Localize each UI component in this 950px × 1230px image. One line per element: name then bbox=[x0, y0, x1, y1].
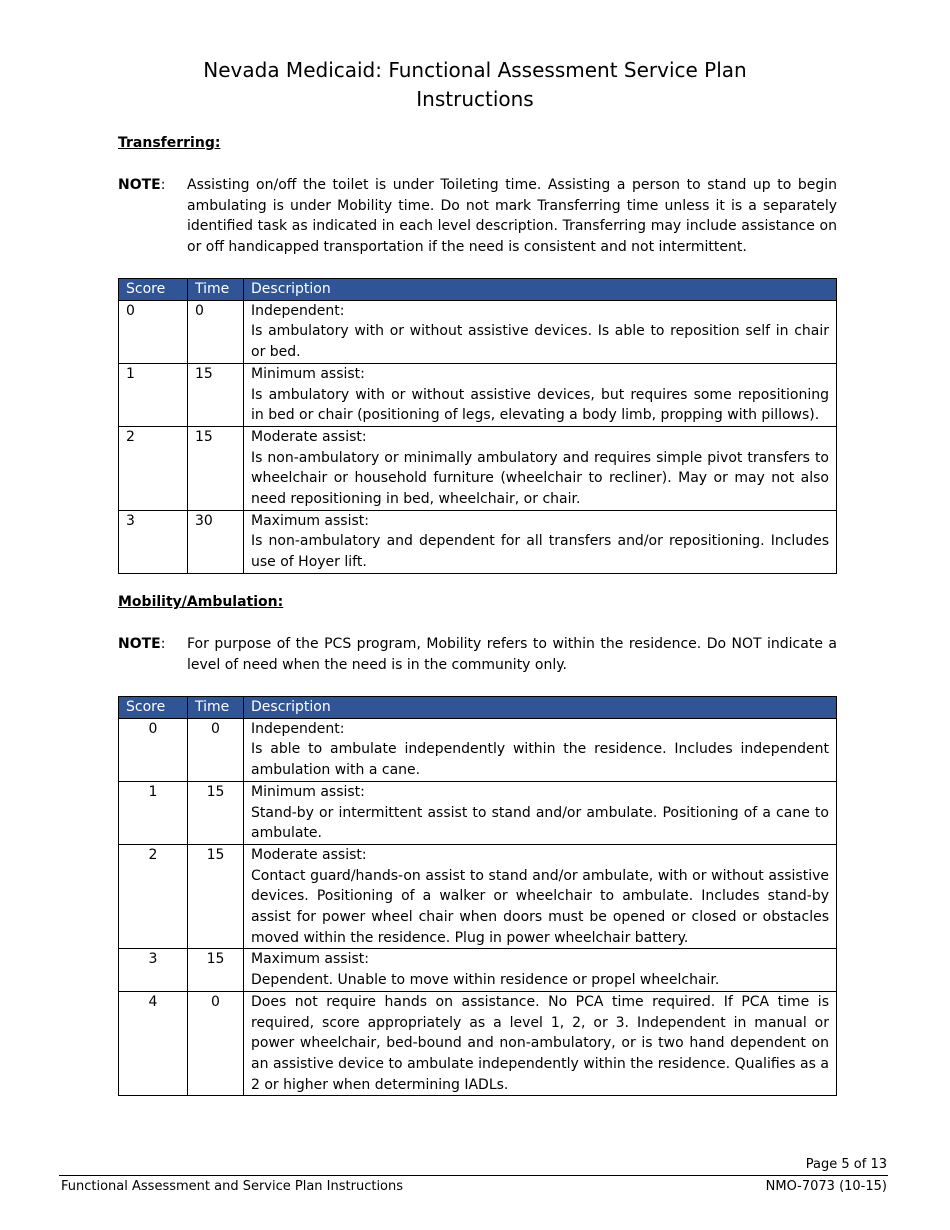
time-cell: 15 bbox=[188, 426, 244, 510]
column-header-time: Time bbox=[188, 697, 244, 719]
time-cell: 30 bbox=[188, 510, 244, 573]
description-title: Independent: bbox=[251, 720, 345, 737]
time-cell: 15 bbox=[188, 781, 244, 844]
description-body: Is able to ambulate independently within the residence. Includes independent ambulation with a cane. bbox=[251, 741, 829, 779]
transferring-heading: Transferring: bbox=[118, 135, 221, 151]
table-row bbox=[119, 510, 837, 573]
time-cell: 15 bbox=[188, 363, 244, 426]
score-cell: 4 bbox=[119, 991, 188, 1096]
transferring-note-text: Assisting on/off the toilet is under Toileting time. Assisting a person to stand up to begin ambulating is under Mobility time. Do not mark Transferring time unless it is a separately identified task as indicated in each level description. Transferring may include assistance on or off handicapped transportation if the need is consistent and not intermittent. bbox=[187, 177, 837, 256]
score-cell: 3 bbox=[119, 510, 188, 573]
description-cell bbox=[244, 426, 837, 510]
description-cell bbox=[244, 510, 837, 573]
note-label: NOTE: bbox=[118, 177, 166, 193]
score-cell: 3 bbox=[119, 949, 188, 991]
table-row bbox=[119, 718, 837, 781]
time-cell: 0 bbox=[188, 300, 244, 363]
description-title: Maximum assist: bbox=[251, 951, 369, 968]
page-number: Page 5 of 13 bbox=[805, 1157, 887, 1172]
description-title: Moderate assist: bbox=[251, 428, 367, 445]
description-body: Is non-ambulatory or minimally ambulatory and requires simple pivot transfers to wheelchair or household furniture (wheelchair to recliner). May or may not also need repositioning in bed, wheelchair, or chair. bbox=[251, 449, 829, 508]
description-title: Moderate assist: bbox=[251, 846, 367, 863]
score-cell: 1 bbox=[119, 363, 188, 426]
page-title bbox=[0, 56, 950, 114]
description-title: Independent: bbox=[251, 302, 345, 319]
footer-divider bbox=[59, 1175, 888, 1176]
description-title: Minimum assist: bbox=[251, 365, 365, 382]
transferring-table bbox=[118, 278, 837, 574]
description-cell bbox=[244, 363, 837, 426]
mobility-note-text: For purpose of the PCS program, Mobility refers to within the residence. Do NOT indicate a level of need when the need is in the community only. bbox=[187, 636, 837, 673]
table-row bbox=[119, 844, 837, 949]
description-body: Is ambulatory with or without assistive devices. Is able to reposition self in chair or bed. bbox=[251, 323, 829, 361]
page-title-line2: Instructions bbox=[416, 87, 534, 111]
time-cell: 0 bbox=[188, 991, 244, 1096]
time-cell: 15 bbox=[188, 844, 244, 949]
column-header-description: Description bbox=[244, 697, 837, 719]
description-body: Stand-by or intermittent assist to stand and/or ambulate. Positioning of a cane to ambulate. bbox=[251, 804, 829, 842]
score-cell: 0 bbox=[119, 718, 188, 781]
footer-document-title: Functional Assessment and Service Plan Instructions bbox=[61, 1179, 404, 1194]
description-body: Does not require hands on assistance. No PCA time required. If PCA time is required, score appropriately as a level 1, 2, or 3. Independent in manual or power wheelchair, bed-bound and non-ambulatory, or is two hand dependent on an assistive device to ambulate independently within the residence. Qualifies as a 2 or higher when determining IADLs. bbox=[251, 993, 829, 1093]
score-cell: 1 bbox=[119, 781, 188, 844]
description-cell bbox=[244, 300, 837, 363]
table-row bbox=[119, 363, 837, 426]
footer-form-number: NMO-7073 (10-15) bbox=[765, 1179, 887, 1194]
table-row bbox=[119, 949, 837, 991]
description-body: Is ambulatory with or without assistive devices, but requires some repositioning in bed or chair (positioning of legs, elevating a body limb, propping with pillows). bbox=[251, 386, 829, 424]
time-cell: 15 bbox=[188, 949, 244, 991]
description-cell bbox=[244, 781, 837, 844]
table-row bbox=[119, 991, 837, 1096]
score-cell: 2 bbox=[119, 426, 188, 510]
page-title-line1: Nevada Medicaid: Functional Assessment Service Plan bbox=[203, 58, 747, 82]
table-header-row bbox=[119, 697, 837, 719]
description-body: Contact guard/hands-on assist to stand and/or ambulate, with or without assistive devices. Positioning of a walker or wheelchair to ambulate. Includes stand-by assist for power wheel chair when doors must be opened or closed or obstacles moved within the residence. Plug in power wheelchair battery. bbox=[251, 867, 829, 946]
table-row bbox=[119, 781, 837, 844]
description-cell bbox=[244, 844, 837, 949]
mobility-heading: Mobility/Ambulation: bbox=[118, 594, 284, 610]
column-header-score: Score bbox=[119, 279, 188, 301]
table-row bbox=[119, 426, 837, 510]
score-cell: 0 bbox=[119, 300, 188, 363]
description-body: Is non-ambulatory and dependent for all transfers and/or repositioning. Includes use of Hoyer lift. bbox=[251, 533, 829, 571]
description-title: Maximum assist: bbox=[251, 512, 369, 529]
column-header-time: Time bbox=[188, 279, 244, 301]
transferring-note bbox=[118, 175, 837, 258]
table-row bbox=[119, 300, 837, 363]
note-label: NOTE: bbox=[118, 636, 166, 652]
description-title: Minimum assist: bbox=[251, 783, 365, 800]
time-cell: 0 bbox=[188, 718, 244, 781]
description-body: Dependent. Unable to move within residence or propel wheelchair. bbox=[251, 972, 720, 989]
table-header-row bbox=[119, 279, 837, 301]
mobility-note bbox=[118, 634, 837, 675]
score-cell: 2 bbox=[119, 844, 188, 949]
description-cell bbox=[244, 991, 837, 1096]
mobility-table bbox=[118, 696, 837, 1096]
description-cell bbox=[244, 718, 837, 781]
description-cell bbox=[244, 949, 837, 991]
column-header-description: Description bbox=[244, 279, 837, 301]
column-header-score: Score bbox=[119, 697, 188, 719]
